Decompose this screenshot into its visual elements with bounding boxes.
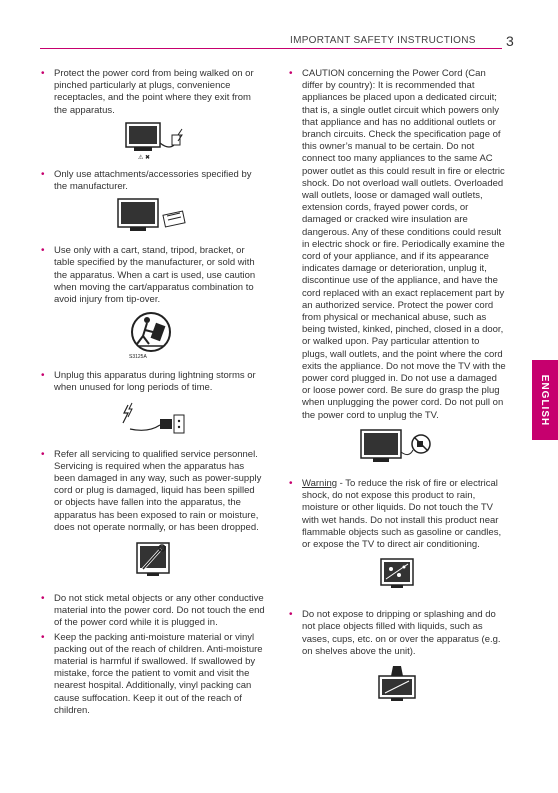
- safety-item-text: Protect the power cord from being walked on or pinched particularly at plugs, convenience receptacles, and the point where they exit from the apparatus.: [54, 68, 254, 116]
- accessories-illustration: [40, 197, 265, 237]
- safety-item-accessories: [40, 169, 265, 193]
- page-number: 3: [506, 33, 514, 49]
- safety-item-text: Use only with a cart, stand, tripod, bracket, or table specified by the manufacturer, or sold with the apparatus. When a cart is used, use caution when moving the cart/apparatus combination to avoid injury from tip-over.: [54, 245, 256, 306]
- safety-item-packing-material: [40, 632, 265, 717]
- vase-on-tv-illustration: [288, 664, 506, 704]
- safety-item-power-cord-caution: [288, 68, 506, 422]
- safety-item-text: Do not expose to dripping or splashing and do not place objects filled with liquids, such as vases, cups, etc. on or over the apparatus (e.g. on shelves above the unit).: [302, 609, 501, 657]
- language-tab: [532, 360, 558, 440]
- svg-text:⚠ ✖: ⚠ ✖: [137, 154, 150, 161]
- safety-item-metal-objects: [40, 593, 265, 630]
- page-header-title: IMPORTANT SAFETY INSTRUCTIONS: [290, 35, 476, 46]
- bullet-icon: •: [41, 168, 45, 180]
- cart-figure-caption: S3125A: [128, 354, 147, 361]
- power-cord-illustration: [40, 121, 265, 163]
- safety-item-text: Keep the packing anti-moisture material or vinyl packing out of the reach of children. Anti-moisture material is harmful if swallowed. If swallowed by mistake, force the patient to vomit and visit the nearest hospital. Additionally, vinyl packing can cause suffocation. Keep it out of the reach of children.: [54, 631, 263, 716]
- bullet-icon: •: [41, 245, 45, 257]
- servicing-illustration: [40, 539, 265, 581]
- warning-label: Warning: [302, 477, 338, 489]
- bullet-icon: •: [41, 631, 45, 643]
- bullet-icon: •: [289, 477, 293, 489]
- right-column: [288, 68, 506, 704]
- unplug-illustration: [40, 399, 265, 439]
- bullet-icon: •: [41, 370, 45, 382]
- left-column: [40, 68, 265, 717]
- safety-item-text: Unplug this apparatus during lightning storms or when unused for long periods of time.: [54, 370, 256, 394]
- do-not-move-plugged-illustration: [288, 428, 506, 470]
- safety-item-servicing: [40, 449, 265, 534]
- safety-item-text: Only use attachments/accessories specified by the manufacturer.: [54, 168, 252, 193]
- safety-item-dripping-splashing: [288, 609, 506, 658]
- bullet-icon: •: [289, 609, 293, 621]
- safety-item-text: Do not stick metal objects or any other conductive material into the power cord. Do not touch the end of the power cord while it is plugged in.: [54, 593, 265, 629]
- cart-tip-over-illustration: [40, 310, 265, 362]
- language-tab-label: ENGLISH: [539, 374, 551, 426]
- header-rule: [40, 48, 502, 49]
- bullet-icon: •: [289, 68, 293, 79]
- safety-item-text: - To reduce the risk of fire or electrical shock, do not expose this product to rain, moisture or other liquids. Do not touch the TV with wet hands. Do not install this product near flammable objects such as gasoline or candles, or expose the TV to direct air conditioning.: [302, 477, 502, 550]
- safety-item-text: Refer all servicing to qualified service personnel. Servicing is required when the apparatus has been damaged in any way, such as power-supply cord or plug is damaged, liquid has been spilled or objects have fallen into the apparatus, the apparatus has been exposed to rain or moisture, does not operate normally, or has been dropped.: [54, 448, 262, 533]
- safety-item-text: CAUTION concerning the Power Cord (Can differ by country): It is recommended that appliances be placed upon a dedicated circuit; that is, a single outlet circuit which powers only that appliance and has no additional outlets or branch circuits. Check the specification page of this owner’s manual to be certain. Do not connect too many appliances to the same AC power outlet as this could result in fire or electric shock. Do not overload wall outlets. Overloaded wall outlets, loose or damaged wall outlets, extension cords, frayed power cords, or damaged or cracked wire insulation are dangerous. Any of these conditions could result in electric shock or fire. Periodically examine the cord of your appliance, and if its appearance indicates damage or deterioration, unplug it, discontinue use of the appliance, and have the cord replaced with an exact replacement part by an authorized service. Protect the power cord from physical or mechanical abuse, such as being twisted, kinked, pinched, closed in a door, or walked upon. Pay particular attention to plugs, wall outlets, and the point where the cord exits the appliance. Do not move the TV with the power cord plugged in. Do not use a damaged or loose power cord. Be sure do grasp the plug when unplugging the power cord. Do not pull on the power cord to unplug the TV.: [302, 68, 506, 421]
- bullet-icon: •: [41, 68, 45, 79]
- bullet-icon: •: [41, 448, 45, 460]
- safety-item-cart: [40, 245, 265, 306]
- safety-item-lightning: [40, 370, 265, 394]
- safety-item-power-cord-protect: [40, 68, 265, 117]
- wet-hands-illustration: [288, 557, 506, 597]
- safety-item-warning-moisture: [288, 478, 506, 551]
- bullet-icon: •: [41, 593, 45, 605]
